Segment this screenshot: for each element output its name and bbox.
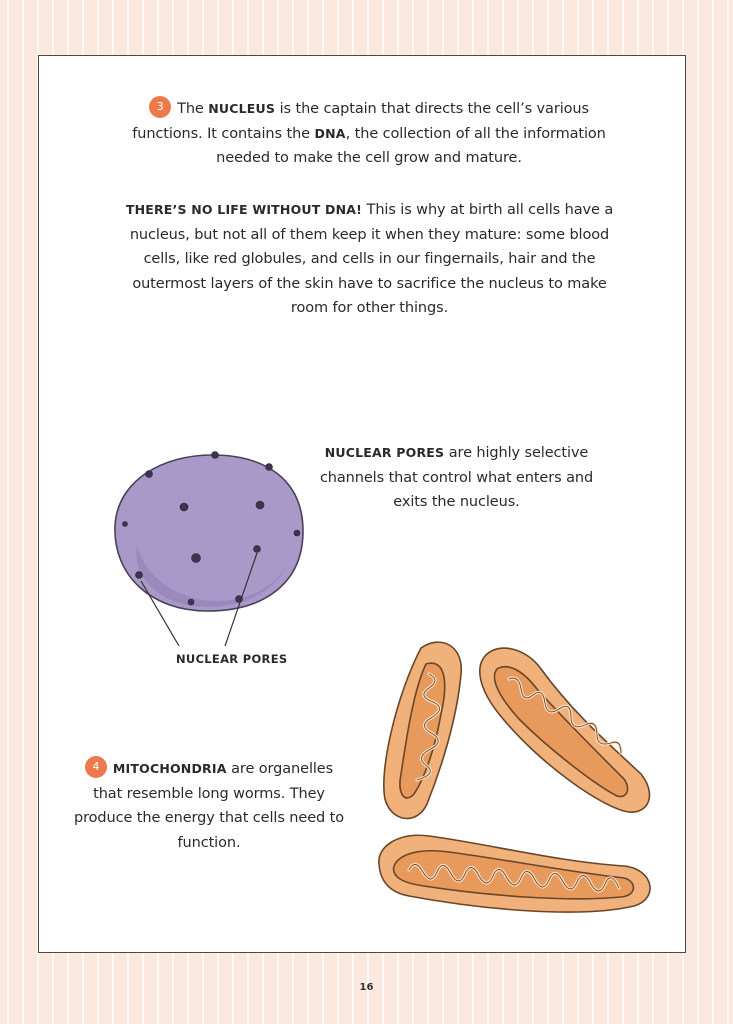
step-badge-3: 3	[149, 96, 171, 118]
nucleus-paragraph	[119, 96, 619, 171]
page-number: 16	[359, 982, 374, 993]
term-nucleus: NUCLEUS	[208, 101, 276, 116]
text: are organelles that resemble long worms. They produce the energy that cells need to function.	[73, 761, 345, 851]
term-mitochondria: MITOCHONDRIA	[112, 761, 227, 776]
text: This is why at birth all cells have a nucleus, but not all of them keep it when they mature: some blood cells, like red globules, and cells in our fingernails, hair and the outermost layers of the skin have to sacrifice the nucleus to make room for other things.	[129, 202, 614, 316]
nucleus-illustration	[107, 451, 307, 621]
text: are highly selective channels that control what enters and exits the nucleus.	[319, 445, 594, 510]
text: , the collection of all the information needed to make the cell grow and mature.	[216, 125, 606, 166]
page-panel	[38, 55, 686, 953]
dna-heading: THERE’S NO LIFE WITHOUT DNA!	[125, 202, 363, 217]
mitochondria-paragraph	[69, 756, 349, 855]
text: The	[177, 101, 209, 117]
term-dna: DNA	[314, 125, 346, 141]
nuclear-pores-label: NUCLEAR PORES	[176, 652, 288, 666]
mitochondria-illustration	[369, 634, 654, 914]
text: is the captain that directs the cell’s various functions. It contains the	[132, 101, 589, 142]
nuclear-pores-paragraph	[319, 441, 594, 515]
step-badge-4: 4	[85, 756, 107, 778]
term-nuclear-pores: NUCLEAR PORES	[324, 445, 445, 460]
dna-paragraph	[117, 198, 622, 321]
